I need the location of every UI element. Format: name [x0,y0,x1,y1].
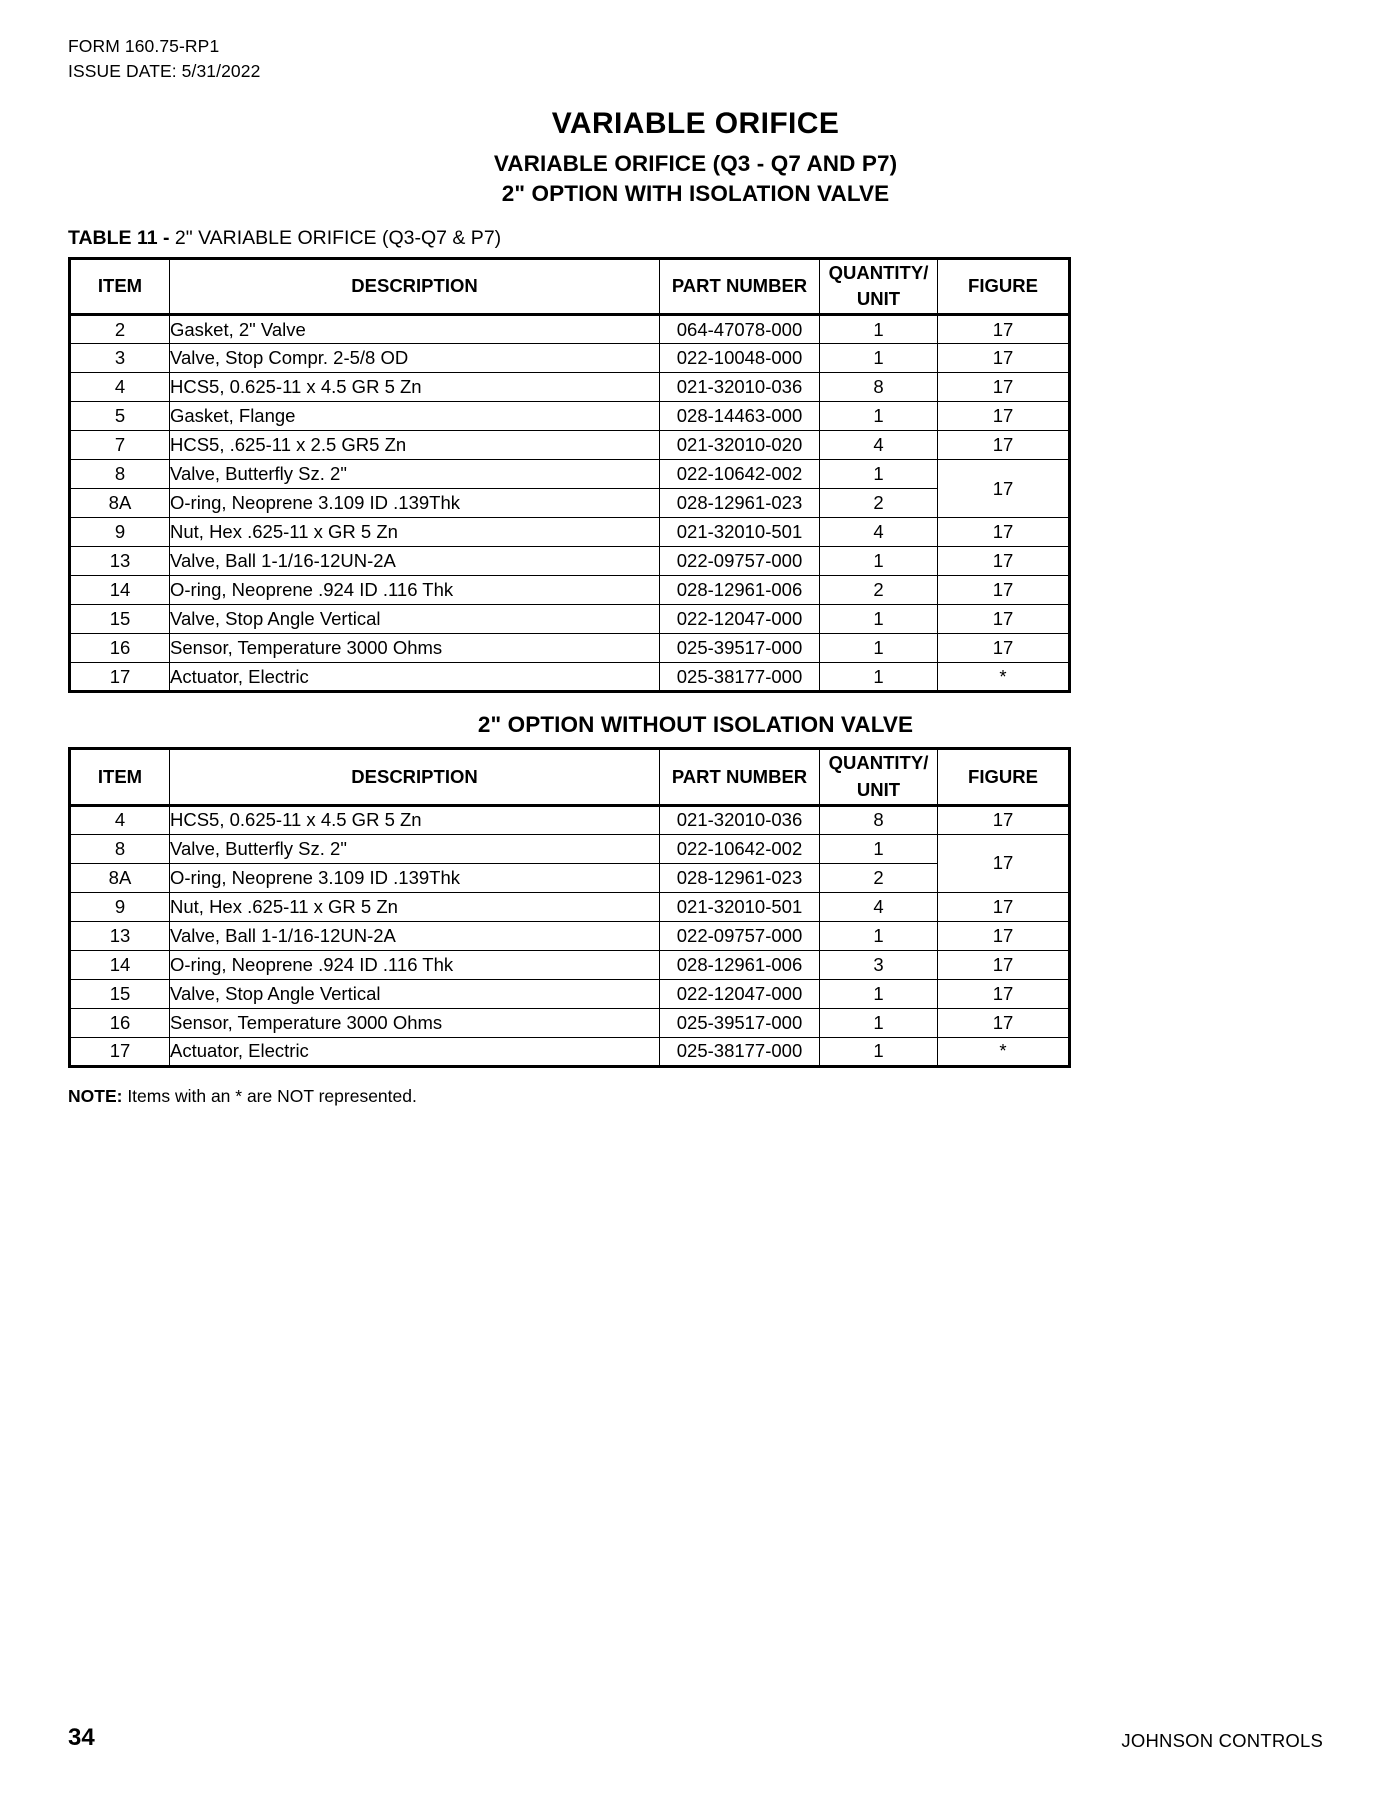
cell-item: 9 [70,518,170,547]
document-header [68,34,1323,84]
company-name: JOHNSON CONTROLS [1121,1730,1323,1751]
cell-figure: 17 [938,834,1070,892]
cell-figure: * [938,663,1070,692]
cell-part-number: 022-12047-000 [660,979,820,1008]
note-label: NOTE: [68,1085,123,1106]
cell-part-number: 021-32010-501 [660,892,820,921]
cell-description: Gasket, 2" Valve [170,315,660,344]
cell-quantity: 2 [820,863,938,892]
cell-item: 13 [70,547,170,576]
cell-quantity: 1 [820,979,938,1008]
cell-figure: 17 [938,344,1070,373]
column-header-item: ITEM [70,258,170,315]
cell-part-number: 022-09757-000 [660,921,820,950]
table-row [70,315,1070,344]
cell-part-number: 021-32010-036 [660,805,820,834]
column-header-quantity-line1: QUANTITY/ [828,261,929,283]
cell-item: 16 [70,634,170,663]
cell-quantity: 4 [820,518,938,547]
cell-figure: 17 [938,605,1070,634]
parts-table-with-isolation-valve [68,257,1071,694]
table-row [70,576,1070,605]
table-row [70,805,1070,834]
page-footer [68,1724,1323,1752]
table-row [70,431,1070,460]
cell-item: 14 [70,950,170,979]
cell-description: Nut, Hex .625-11 x GR 5 Zn [170,892,660,921]
table-header-row [70,749,1070,806]
cell-description: Valve, Ball 1-1/16-12UN-2A [170,921,660,950]
cell-figure: 17 [938,402,1070,431]
cell-quantity: 1 [820,460,938,489]
table-row [70,460,1070,489]
table-11-caption-label: TABLE 11 - [68,226,175,249]
cell-item: 15 [70,605,170,634]
column-header-quantity-line2: UNIT [856,778,901,800]
cell-part-number: 022-10642-002 [660,460,820,489]
table-row [70,979,1070,1008]
cell-description: Sensor, Temperature 3000 Ohms [170,634,660,663]
cell-item: 17 [70,663,170,692]
table-row [70,634,1070,663]
page-title: VARIABLE ORIFICE [551,106,840,140]
cell-description: HCS5, 0.625-11 x 4.5 GR 5 Zn [170,373,660,402]
cell-item: 16 [70,1008,170,1037]
cell-quantity: 4 [820,892,938,921]
cell-quantity: 1 [820,315,938,344]
cell-quantity: 4 [820,431,938,460]
column-header-quantity-unit [820,749,938,806]
cell-item: 8 [70,460,170,489]
column-header-part-number: PART NUMBER [660,258,820,315]
cell-quantity: 3 [820,950,938,979]
table-row [70,921,1070,950]
cell-description: HCS5, .625-11 x 2.5 GR5 Zn [170,431,660,460]
table-row [70,605,1070,634]
cell-figure: 17 [938,373,1070,402]
cell-figure: 17 [938,892,1070,921]
cell-part-number: 025-39517-000 [660,634,820,663]
table-row [70,863,1070,892]
table-11-caption-text: 2" VARIABLE ORIFICE (Q3-Q7 & P7) [174,226,502,249]
cell-description: Actuator, Electric [170,1037,660,1066]
cell-description: O-ring, Neoprene .924 ID .116 Thk [170,576,660,605]
cell-item: 9 [70,892,170,921]
cell-figure: 17 [938,805,1070,834]
cell-item: 3 [70,344,170,373]
cell-quantity: 1 [820,344,938,373]
parts-table-without-isolation-valve [68,747,1071,1068]
cell-quantity: 1 [820,634,938,663]
cell-description: Valve, Butterfly Sz. 2" [170,460,660,489]
cell-description: Sensor, Temperature 3000 Ohms [170,1008,660,1037]
cell-figure: 17 [938,921,1070,950]
column-header-figure: FIGURE [938,258,1070,315]
cell-item: 17 [70,1037,170,1066]
cell-part-number: 021-32010-020 [660,431,820,460]
cell-part-number: 064-47078-000 [660,315,820,344]
table-row [70,950,1070,979]
issue-date: ISSUE DATE: 5/31/2022 [68,60,261,81]
table-11-caption [68,227,1323,250]
cell-part-number: 028-12961-006 [660,950,820,979]
cell-quantity: 1 [820,402,938,431]
cell-description: Valve, Ball 1-1/16-12UN-2A [170,547,660,576]
form-number: FORM 160.75-RP1 [68,36,220,56]
table-row [70,518,1070,547]
cell-part-number: 022-10642-002 [660,834,820,863]
title-block [68,106,1323,209]
cell-description: Valve, Stop Angle Vertical [170,979,660,1008]
cell-item: 8 [70,834,170,863]
table-row [70,663,1070,692]
column-header-figure: FIGURE [938,749,1070,806]
cell-quantity: 8 [820,805,938,834]
table-row [70,344,1070,373]
cell-figure: 17 [938,547,1070,576]
cell-description: Actuator, Electric [170,663,660,692]
cell-figure: 17 [938,576,1070,605]
cell-description: Valve, Stop Compr. 2-5/8 OD [170,344,660,373]
column-header-description: DESCRIPTION [170,258,660,315]
cell-part-number: 028-12961-006 [660,576,820,605]
table-row [70,489,1070,518]
cell-description: Valve, Stop Angle Vertical [170,605,660,634]
cell-quantity: 2 [820,489,938,518]
cell-item: 14 [70,576,170,605]
table-row [70,1037,1070,1066]
cell-figure: 17 [938,634,1070,663]
page-number: 34 [68,1724,95,1751]
section-heading-without-isolation-valve: 2" OPTION WITHOUT ISOLATION VALVE [477,712,914,738]
cell-quantity: 8 [820,373,938,402]
cell-description: HCS5, 0.625-11 x 4.5 GR 5 Zn [170,805,660,834]
cell-quantity: 1 [820,663,938,692]
table-row [70,402,1070,431]
cell-description: O-ring, Neoprene 3.109 ID .139Thk [170,489,660,518]
cell-part-number: 022-09757-000 [660,547,820,576]
table-row [70,373,1070,402]
cell-part-number: 021-32010-501 [660,518,820,547]
page-subtitle-2: 2" OPTION WITH ISOLATION VALVE [501,180,890,206]
table-1-body [70,315,1070,692]
cell-quantity: 1 [820,605,938,634]
note-line [68,1086,1323,1107]
cell-figure: 17 [938,979,1070,1008]
cell-figure: 17 [938,431,1070,460]
cell-part-number: 025-38177-000 [660,663,820,692]
column-header-description: DESCRIPTION [170,749,660,806]
note-text: Items with an * are NOT represented. [122,1085,417,1106]
cell-figure: 17 [938,460,1070,518]
cell-quantity: 2 [820,576,938,605]
cell-item: 5 [70,402,170,431]
cell-part-number: 022-10048-000 [660,344,820,373]
cell-item: 8A [70,489,170,518]
cell-quantity: 1 [820,547,938,576]
cell-part-number: 028-12961-023 [660,863,820,892]
column-header-quantity-line1: QUANTITY/ [828,752,929,774]
cell-description: Nut, Hex .625-11 x GR 5 Zn [170,518,660,547]
table-row [70,1008,1070,1037]
cell-part-number: 025-39517-000 [660,1008,820,1037]
cell-figure: 17 [938,950,1070,979]
cell-figure: 17 [938,315,1070,344]
table-2-body [70,805,1070,1066]
cell-part-number: 025-38177-000 [660,1037,820,1066]
column-header-quantity-line2: UNIT [856,288,901,310]
cell-description: O-ring, Neoprene .924 ID .116 Thk [170,950,660,979]
cell-figure: 17 [938,518,1070,547]
cell-description: Valve, Butterfly Sz. 2" [170,834,660,863]
page-subtitle-1: VARIABLE ORIFICE (Q3 - Q7 AND P7) [493,150,898,176]
cell-item: 13 [70,921,170,950]
cell-description: O-ring, Neoprene 3.109 ID .139Thk [170,863,660,892]
cell-part-number: 022-12047-000 [660,605,820,634]
cell-quantity: 1 [820,834,938,863]
column-header-item: ITEM [70,749,170,806]
cell-item: 4 [70,805,170,834]
cell-quantity: 1 [820,1037,938,1066]
cell-part-number: 028-14463-000 [660,402,820,431]
cell-item: 15 [70,979,170,1008]
column-header-part-number: PART NUMBER [660,749,820,806]
cell-item: 7 [70,431,170,460]
column-header-quantity-unit [820,258,938,315]
table-row [70,892,1070,921]
cell-part-number: 021-32010-036 [660,373,820,402]
cell-quantity: 1 [820,1008,938,1037]
table-row [70,547,1070,576]
cell-item: 2 [70,315,170,344]
cell-description: Gasket, Flange [170,402,660,431]
cell-item: 8A [70,863,170,892]
cell-item: 4 [70,373,170,402]
cell-figure: * [938,1037,1070,1066]
cell-figure: 17 [938,1008,1070,1037]
table-header-row [70,258,1070,315]
table-row [70,834,1070,863]
cell-part-number: 028-12961-023 [660,489,820,518]
cell-quantity: 1 [820,921,938,950]
